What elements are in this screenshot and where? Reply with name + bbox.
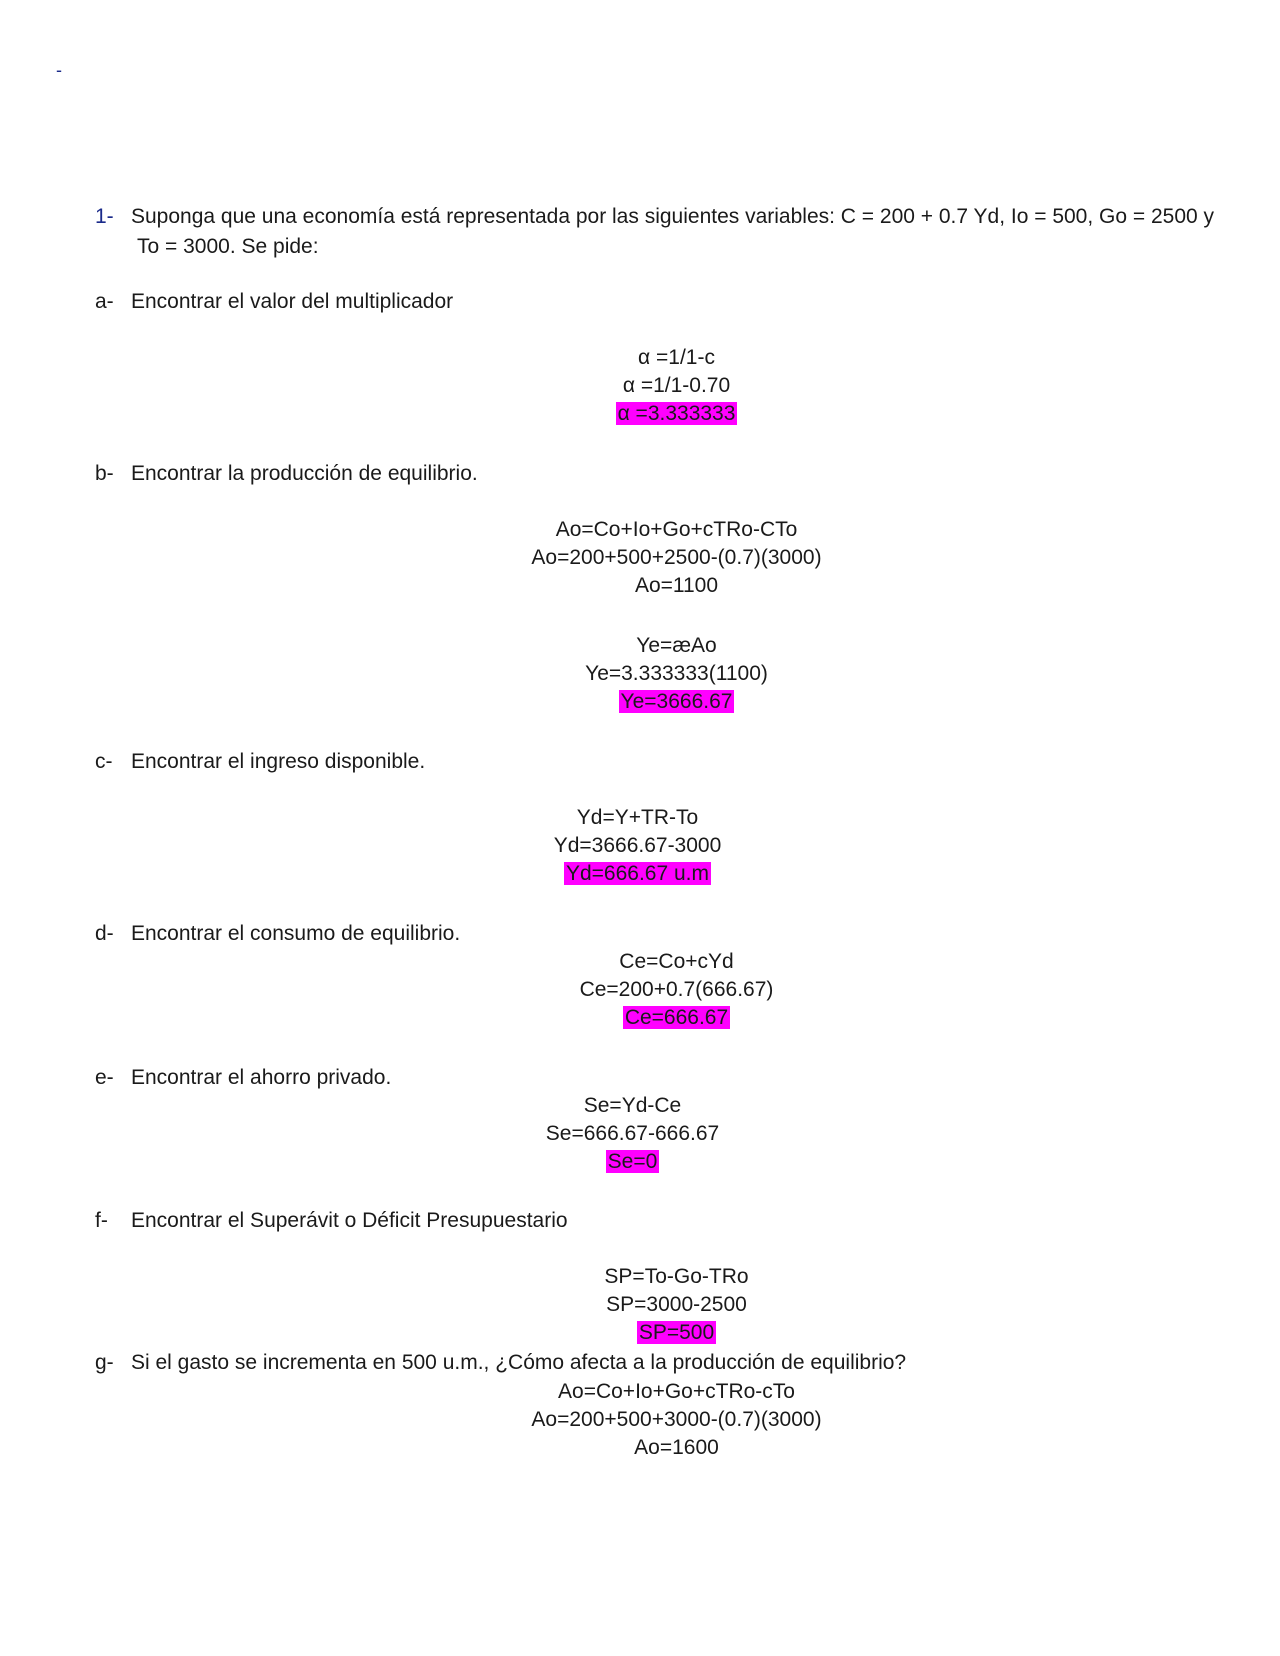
part-a-result-row [0,402,1280,426]
part-g-step-3: Ao=1600 [634,1436,719,1459]
part-e-step-1: Se=Yd-Ce [583,1094,682,1117]
part-c-label: c- [95,750,113,773]
part-a-label: a- [95,290,114,313]
part-c-step-1: Yd=Y+TR-To [576,806,699,829]
stray-mark: - [56,60,62,80]
problem-line-1: Suponga que una economía está representada por las siguientes variables: C = 200 + 0.7 Yd, Io = 500, Go = 2500 y [131,205,1215,228]
part-d-step-1: Ce=Co+cYd [619,950,734,973]
part-b-question: Encontrar la producción de equilibrio. [131,462,478,485]
part-c-question: Encontrar el ingreso disponible. [131,750,426,773]
part-e-result: Se=0 [607,1150,658,1173]
part-c-result: Yd=666.67 u.m [565,862,710,885]
part-a-step-1: α =1/1-c [638,346,715,369]
part-b-result: Ye=3666.67 [620,690,733,713]
part-b-step-1: Ao=Co+Io+Go+cTRo-CTo [555,518,798,541]
part-g-step-1: Ao=Co+Io+Go+cTRo-cTo [558,1380,795,1403]
part-g-label: g- [95,1351,114,1374]
part-c-result-row [0,862,1275,886]
part-f-result: SP=500 [638,1321,715,1344]
part-f-step-1: SP=To-Go-TRo [604,1265,749,1288]
part-e-label: e- [95,1066,114,1089]
part-d-result: Ce=666.67 [624,1006,729,1029]
part-b-step-5: Ye=3.333333(1100) [585,662,768,685]
part-d-question: Encontrar el consumo de equilibrio. [131,922,461,945]
part-e-question: Encontrar el ahorro privado. [131,1066,392,1089]
part-e-step-2: Se=666.67-666.67 [545,1122,720,1145]
part-f-step-2: SP=3000-2500 [606,1293,747,1316]
part-e-result-row [0,1150,1265,1174]
part-b-label: b- [95,462,114,485]
part-a-result: α =3.333333 [617,402,736,425]
part-g-step-2: Ao=200+500+3000-(0.7)(3000) [531,1408,822,1431]
part-f-label: f- [95,1209,108,1232]
problem-number: 1- [95,205,114,228]
part-b-result-row [0,690,1280,714]
part-f-question: Encontrar el Superávit o Déficit Presupuestario [131,1209,568,1232]
part-f-result-row [0,1321,1280,1345]
part-a-question: Encontrar el valor del multiplicador [131,290,454,313]
part-a-step-2: α =1/1-0.70 [622,374,731,397]
part-d-result-row [0,1006,1280,1030]
part-d-label: d- [95,922,114,945]
part-b-step-4: Ye=æAo [636,634,717,657]
part-g-question: Si el gasto se incrementa en 500 u.m., ¿Cómo afecta a la producción de equilibrio? [131,1351,907,1374]
part-c-step-2: Yd=3666.67-3000 [553,834,722,857]
part-d-step-2: Ce=200+0.7(666.67) [579,978,774,1001]
part-b-step-3: Ao=1100 [634,574,719,597]
problem-line-2: To = 3000. Se pide: [137,235,319,258]
part-b-step-2: Ao=200+500+2500-(0.7)(3000) [531,546,822,569]
